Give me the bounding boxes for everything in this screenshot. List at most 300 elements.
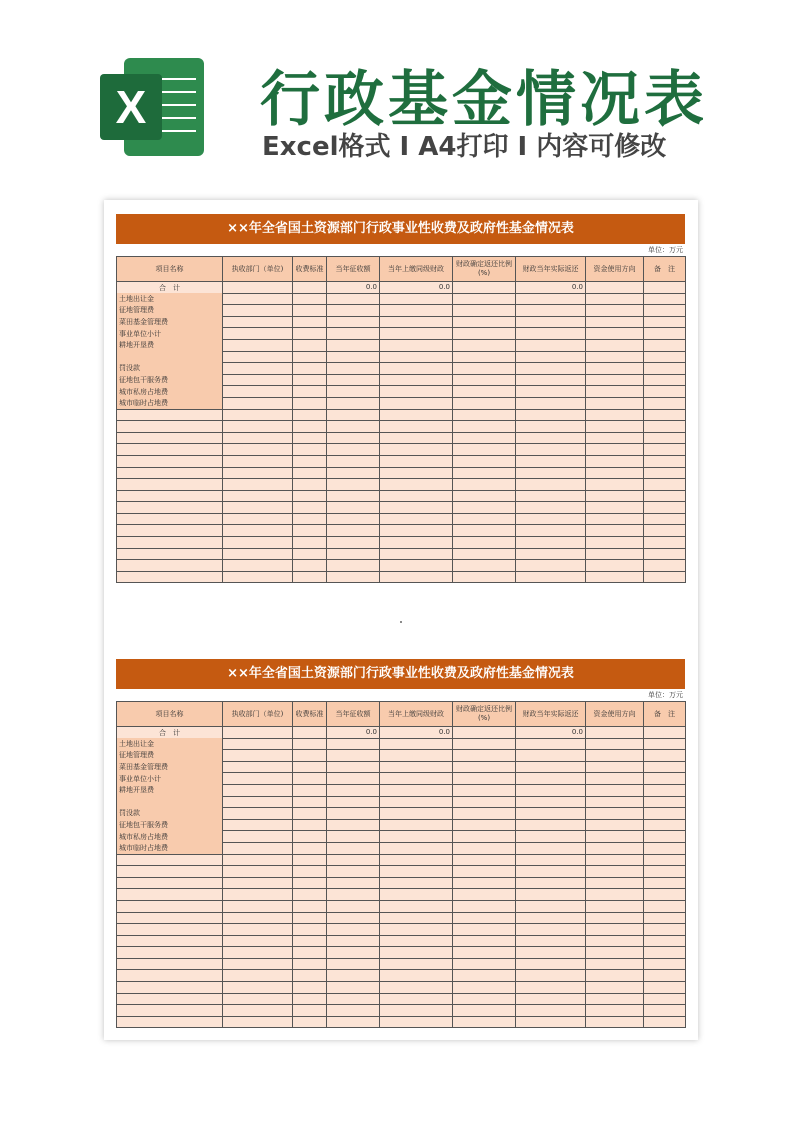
table-cell[interactable]: [293, 958, 327, 970]
table-cell[interactable]: [453, 293, 516, 305]
table-cell[interactable]: [327, 444, 380, 456]
table-cell[interactable]: [293, 548, 327, 560]
table-cell[interactable]: [453, 363, 516, 375]
table-cell[interactable]: [380, 854, 453, 866]
table-cell[interactable]: [453, 947, 516, 959]
table-cell[interactable]: [516, 889, 586, 901]
table-cell[interactable]: [117, 993, 223, 1005]
table-cell[interactable]: [293, 924, 327, 936]
table-cell[interactable]: [223, 409, 293, 421]
table-cell[interactable]: [516, 819, 586, 831]
table-cell[interactable]: [453, 386, 516, 398]
table-cell[interactable]: [453, 982, 516, 994]
table-cell[interactable]: [453, 900, 516, 912]
table-cell[interactable]: [380, 842, 453, 854]
table-cell[interactable]: [586, 490, 644, 502]
table-cell[interactable]: [293, 455, 327, 467]
table-cell[interactable]: [223, 1016, 293, 1028]
item-name-cell[interactable]: 耕地开垦费: [117, 784, 223, 796]
table-cell[interactable]: [293, 912, 327, 924]
table-cell[interactable]: [117, 479, 223, 491]
item-name-cell[interactable]: 事业单位小计: [117, 773, 223, 785]
table-cell[interactable]: [380, 808, 453, 820]
table-cell[interactable]: [644, 738, 686, 750]
table-cell[interactable]: [586, 444, 644, 456]
table-cell[interactable]: [586, 947, 644, 959]
item-name-cell[interactable]: 菜田基金管理费: [117, 761, 223, 773]
table-cell[interactable]: [327, 831, 380, 843]
table-cell[interactable]: [644, 970, 686, 982]
table-cell[interactable]: [293, 432, 327, 444]
table-cell[interactable]: [293, 513, 327, 525]
table-cell[interactable]: [644, 958, 686, 970]
total-cell[interactable]: [293, 727, 327, 739]
table-cell[interactable]: [516, 571, 586, 583]
table-cell[interactable]: [453, 866, 516, 878]
table-cell[interactable]: [327, 351, 380, 363]
table-cell[interactable]: [327, 866, 380, 878]
table-cell[interactable]: [223, 513, 293, 525]
table-cell[interactable]: [327, 808, 380, 820]
table-cell[interactable]: [516, 924, 586, 936]
table-cell[interactable]: [586, 571, 644, 583]
table-cell[interactable]: [293, 854, 327, 866]
item-name-cell[interactable]: 耕地开垦费: [117, 339, 223, 351]
table-cell[interactable]: [586, 316, 644, 328]
table-cell[interactable]: [223, 912, 293, 924]
table-cell[interactable]: [380, 993, 453, 1005]
table-cell[interactable]: [223, 982, 293, 994]
table-cell[interactable]: [293, 502, 327, 514]
table-cell[interactable]: [586, 784, 644, 796]
table-cell[interactable]: [327, 397, 380, 409]
table-cell[interactable]: [380, 455, 453, 467]
table-cell[interactable]: [293, 397, 327, 409]
table-cell[interactable]: [327, 750, 380, 762]
table-cell[interactable]: [516, 1016, 586, 1028]
table-cell[interactable]: [117, 912, 223, 924]
table-cell[interactable]: [586, 970, 644, 982]
table-cell[interactable]: [293, 1016, 327, 1028]
table-cell[interactable]: [223, 305, 293, 317]
table-cell[interactable]: [380, 339, 453, 351]
table-cell[interactable]: [380, 293, 453, 305]
item-name-cell[interactable]: 土地出让金: [117, 738, 223, 750]
total-cell[interactable]: 0.0: [380, 282, 453, 294]
table-cell[interactable]: [644, 490, 686, 502]
table-cell[interactable]: [586, 409, 644, 421]
table-cell[interactable]: [644, 877, 686, 889]
item-name-cell[interactable]: 罚没款: [117, 808, 223, 820]
table-cell[interactable]: [327, 328, 380, 340]
item-name-cell[interactable]: 菜田基金管理费: [117, 316, 223, 328]
table-cell[interactable]: [117, 421, 223, 433]
table-cell[interactable]: [223, 537, 293, 549]
table-cell[interactable]: [644, 993, 686, 1005]
table-cell[interactable]: [327, 537, 380, 549]
table-cell[interactable]: [644, 316, 686, 328]
table-cell[interactable]: [516, 339, 586, 351]
table-cell[interactable]: [586, 738, 644, 750]
table-cell[interactable]: [644, 571, 686, 583]
table-cell[interactable]: [586, 421, 644, 433]
table-cell[interactable]: [516, 831, 586, 843]
table-cell[interactable]: [380, 537, 453, 549]
table-cell[interactable]: [516, 328, 586, 340]
table-cell[interactable]: [223, 958, 293, 970]
table-cell[interactable]: [117, 525, 223, 537]
table-cell[interactable]: [117, 444, 223, 456]
table-cell[interactable]: [516, 444, 586, 456]
table-cell[interactable]: [516, 513, 586, 525]
table-cell[interactable]: [293, 305, 327, 317]
table-cell[interactable]: [117, 548, 223, 560]
table-cell[interactable]: [380, 796, 453, 808]
table-cell[interactable]: [453, 537, 516, 549]
table-cell[interactable]: [644, 935, 686, 947]
total-cell[interactable]: 0.0: [516, 727, 586, 739]
table-cell[interactable]: [293, 374, 327, 386]
table-cell[interactable]: [327, 877, 380, 889]
table-cell[interactable]: [223, 947, 293, 959]
table-cell[interactable]: [117, 513, 223, 525]
table-cell[interactable]: [586, 386, 644, 398]
table-cell[interactable]: [453, 970, 516, 982]
table-cell[interactable]: [117, 970, 223, 982]
item-name-cell[interactable]: 城市私房占地费: [117, 386, 223, 398]
table-cell[interactable]: [516, 548, 586, 560]
table-cell[interactable]: [293, 796, 327, 808]
table-cell[interactable]: [293, 537, 327, 549]
table-cell[interactable]: [516, 560, 586, 572]
table-cell[interactable]: [516, 479, 586, 491]
table-cell[interactable]: [586, 877, 644, 889]
table-cell[interactable]: [453, 796, 516, 808]
table-cell[interactable]: [644, 455, 686, 467]
table-cell[interactable]: [293, 842, 327, 854]
table-cell[interactable]: [516, 866, 586, 878]
total-cell[interactable]: [223, 727, 293, 739]
table-cell[interactable]: [644, 900, 686, 912]
table-cell[interactable]: [644, 351, 686, 363]
item-name-cell[interactable]: 征地管理费: [117, 305, 223, 317]
table-cell[interactable]: [293, 831, 327, 843]
table-cell[interactable]: [453, 889, 516, 901]
table-cell[interactable]: [117, 958, 223, 970]
table-cell[interactable]: [516, 490, 586, 502]
table-cell[interactable]: [327, 1005, 380, 1017]
table-cell[interactable]: [380, 467, 453, 479]
table-cell[interactable]: [117, 502, 223, 514]
table-cell[interactable]: [644, 386, 686, 398]
item-name-cell[interactable]: 土地出让金: [117, 293, 223, 305]
table-cell[interactable]: [380, 432, 453, 444]
table-cell[interactable]: [453, 808, 516, 820]
table-cell[interactable]: [516, 421, 586, 433]
table-cell[interactable]: [293, 773, 327, 785]
table-cell[interactable]: [586, 328, 644, 340]
table-cell[interactable]: [644, 479, 686, 491]
table-cell[interactable]: [586, 397, 644, 409]
table-cell[interactable]: [380, 1016, 453, 1028]
table-cell[interactable]: [293, 490, 327, 502]
table-cell[interactable]: [453, 935, 516, 947]
table-cell[interactable]: [293, 421, 327, 433]
table-cell[interactable]: [453, 912, 516, 924]
table-cell[interactable]: [380, 935, 453, 947]
table-cell[interactable]: [380, 571, 453, 583]
table-cell[interactable]: [380, 889, 453, 901]
item-name-cell[interactable]: 罚没款: [117, 363, 223, 375]
table-cell[interactable]: [380, 877, 453, 889]
table-cell[interactable]: [453, 525, 516, 537]
table-cell[interactable]: [644, 982, 686, 994]
table-cell[interactable]: [586, 305, 644, 317]
table-cell[interactable]: [223, 784, 293, 796]
table-cell[interactable]: [380, 784, 453, 796]
table-cell[interactable]: [586, 363, 644, 375]
table-cell[interactable]: [644, 421, 686, 433]
table-cell[interactable]: [327, 421, 380, 433]
table-cell[interactable]: [380, 924, 453, 936]
table-cell[interactable]: [223, 773, 293, 785]
table-cell[interactable]: [453, 467, 516, 479]
table-cell[interactable]: [223, 750, 293, 762]
table-cell[interactable]: [453, 421, 516, 433]
table-cell[interactable]: [117, 935, 223, 947]
table-cell[interactable]: [586, 761, 644, 773]
table-cell[interactable]: [380, 866, 453, 878]
table-cell[interactable]: [117, 455, 223, 467]
table-cell[interactable]: [644, 750, 686, 762]
table-cell[interactable]: [380, 819, 453, 831]
table-cell[interactable]: [293, 293, 327, 305]
table-cell[interactable]: [327, 761, 380, 773]
table-cell[interactable]: [117, 947, 223, 959]
table-cell[interactable]: [516, 993, 586, 1005]
table-cell[interactable]: [453, 750, 516, 762]
table-cell[interactable]: [223, 316, 293, 328]
table-cell[interactable]: [516, 958, 586, 970]
total-cell[interactable]: [644, 727, 686, 739]
table-cell[interactable]: [223, 479, 293, 491]
total-cell[interactable]: [223, 282, 293, 294]
table-cell[interactable]: [644, 444, 686, 456]
table-cell[interactable]: [516, 808, 586, 820]
table-cell[interactable]: [293, 351, 327, 363]
table-cell[interactable]: [644, 374, 686, 386]
table-cell[interactable]: [327, 947, 380, 959]
item-name-cell[interactable]: 征地包干服务费: [117, 374, 223, 386]
table-cell[interactable]: [453, 784, 516, 796]
table-cell[interactable]: [293, 409, 327, 421]
table-cell[interactable]: [644, 328, 686, 340]
table-cell[interactable]: [223, 525, 293, 537]
table-cell[interactable]: [644, 761, 686, 773]
table-cell[interactable]: [223, 293, 293, 305]
total-cell[interactable]: [586, 282, 644, 294]
table-cell[interactable]: [380, 328, 453, 340]
table-cell[interactable]: [516, 784, 586, 796]
table-cell[interactable]: [453, 479, 516, 491]
item-name-cell[interactable]: [117, 796, 223, 808]
table-cell[interactable]: [453, 831, 516, 843]
table-cell[interactable]: [117, 490, 223, 502]
table-cell[interactable]: [223, 970, 293, 982]
table-cell[interactable]: [586, 750, 644, 762]
table-cell[interactable]: [516, 502, 586, 514]
table-cell[interactable]: [516, 537, 586, 549]
table-cell[interactable]: [327, 958, 380, 970]
table-cell[interactable]: [117, 900, 223, 912]
table-cell[interactable]: [327, 738, 380, 750]
table-cell[interactable]: [453, 397, 516, 409]
item-name-cell[interactable]: 城市私房占地费: [117, 831, 223, 843]
table-cell[interactable]: [453, 842, 516, 854]
table-cell[interactable]: [380, 374, 453, 386]
table-cell[interactable]: [223, 374, 293, 386]
table-cell[interactable]: [327, 479, 380, 491]
table-cell[interactable]: [516, 386, 586, 398]
table-cell[interactable]: [516, 935, 586, 947]
table-cell[interactable]: [380, 305, 453, 317]
table-cell[interactable]: [380, 502, 453, 514]
table-cell[interactable]: [516, 761, 586, 773]
table-cell[interactable]: [380, 1005, 453, 1017]
table-cell[interactable]: [516, 842, 586, 854]
table-cell[interactable]: [327, 993, 380, 1005]
table-cell[interactable]: [223, 560, 293, 572]
table-cell[interactable]: [453, 374, 516, 386]
table-cell[interactable]: [117, 409, 223, 421]
table-cell[interactable]: [380, 958, 453, 970]
table-cell[interactable]: [293, 900, 327, 912]
table-cell[interactable]: [586, 502, 644, 514]
table-cell[interactable]: [293, 328, 327, 340]
table-cell[interactable]: [453, 1005, 516, 1017]
table-cell[interactable]: [380, 409, 453, 421]
table-cell[interactable]: [516, 432, 586, 444]
table-cell[interactable]: [327, 339, 380, 351]
table-cell[interactable]: [293, 866, 327, 878]
table-cell[interactable]: [327, 819, 380, 831]
table-cell[interactable]: [327, 1016, 380, 1028]
table-cell[interactable]: [293, 1005, 327, 1017]
table-cell[interactable]: [453, 958, 516, 970]
table-cell[interactable]: [644, 796, 686, 808]
table-cell[interactable]: [380, 316, 453, 328]
total-cell[interactable]: 0.0: [327, 727, 380, 739]
table-cell[interactable]: [327, 924, 380, 936]
table-cell[interactable]: [453, 773, 516, 785]
table-cell[interactable]: [223, 490, 293, 502]
table-cell[interactable]: [293, 819, 327, 831]
total-cell[interactable]: 0.0: [380, 727, 453, 739]
item-name-cell[interactable]: 征地包干服务费: [117, 819, 223, 831]
table-cell[interactable]: [644, 842, 686, 854]
table-cell[interactable]: [327, 970, 380, 982]
table-cell[interactable]: [293, 889, 327, 901]
table-cell[interactable]: [223, 796, 293, 808]
table-cell[interactable]: [293, 479, 327, 491]
table-cell[interactable]: [223, 467, 293, 479]
table-cell[interactable]: [327, 784, 380, 796]
table-cell[interactable]: [380, 513, 453, 525]
table-cell[interactable]: [223, 444, 293, 456]
table-cell[interactable]: [586, 548, 644, 560]
table-cell[interactable]: [453, 877, 516, 889]
table-cell[interactable]: [453, 351, 516, 363]
table-cell[interactable]: [586, 525, 644, 537]
table-cell[interactable]: [586, 455, 644, 467]
table-cell[interactable]: [117, 982, 223, 994]
table-cell[interactable]: [223, 935, 293, 947]
table-cell[interactable]: [327, 409, 380, 421]
table-cell[interactable]: [453, 548, 516, 560]
table-cell[interactable]: [223, 328, 293, 340]
table-cell[interactable]: [586, 293, 644, 305]
table-cell[interactable]: [644, 866, 686, 878]
table-cell[interactable]: [453, 339, 516, 351]
table-cell[interactable]: [644, 819, 686, 831]
table-cell[interactable]: [327, 525, 380, 537]
table-cell[interactable]: [380, 421, 453, 433]
table-cell[interactable]: [453, 328, 516, 340]
table-cell[interactable]: [644, 784, 686, 796]
table-cell[interactable]: [586, 351, 644, 363]
item-name-cell[interactable]: 征地管理费: [117, 750, 223, 762]
table-cell[interactable]: [516, 970, 586, 982]
table-cell[interactable]: [327, 305, 380, 317]
table-cell[interactable]: [586, 537, 644, 549]
table-cell[interactable]: [327, 889, 380, 901]
table-cell[interactable]: [117, 924, 223, 936]
table-cell[interactable]: [380, 490, 453, 502]
table-cell[interactable]: [327, 374, 380, 386]
table-cell[interactable]: [380, 397, 453, 409]
table-cell[interactable]: [516, 374, 586, 386]
table-cell[interactable]: [586, 854, 644, 866]
table-cell[interactable]: [293, 935, 327, 947]
table-cell[interactable]: [327, 316, 380, 328]
table-cell[interactable]: [644, 889, 686, 901]
table-cell[interactable]: [453, 490, 516, 502]
table-cell[interactable]: [586, 374, 644, 386]
table-cell[interactable]: [117, 877, 223, 889]
table-cell[interactable]: [644, 537, 686, 549]
table-cell[interactable]: [380, 738, 453, 750]
table-cell[interactable]: [327, 560, 380, 572]
table-cell[interactable]: [327, 842, 380, 854]
table-cell[interactable]: [293, 386, 327, 398]
table-cell[interactable]: [586, 796, 644, 808]
table-cell[interactable]: [327, 912, 380, 924]
table-cell[interactable]: [293, 947, 327, 959]
table-cell[interactable]: [586, 831, 644, 843]
table-cell[interactable]: [117, 866, 223, 878]
table-cell[interactable]: [293, 444, 327, 456]
table-cell[interactable]: [644, 912, 686, 924]
table-cell[interactable]: [223, 842, 293, 854]
table-cell[interactable]: [586, 819, 644, 831]
table-cell[interactable]: [293, 750, 327, 762]
table-cell[interactable]: [327, 293, 380, 305]
table-cell[interactable]: [327, 935, 380, 947]
table-cell[interactable]: [380, 386, 453, 398]
table-cell[interactable]: [586, 900, 644, 912]
table-cell[interactable]: [223, 571, 293, 583]
table-cell[interactable]: [293, 467, 327, 479]
